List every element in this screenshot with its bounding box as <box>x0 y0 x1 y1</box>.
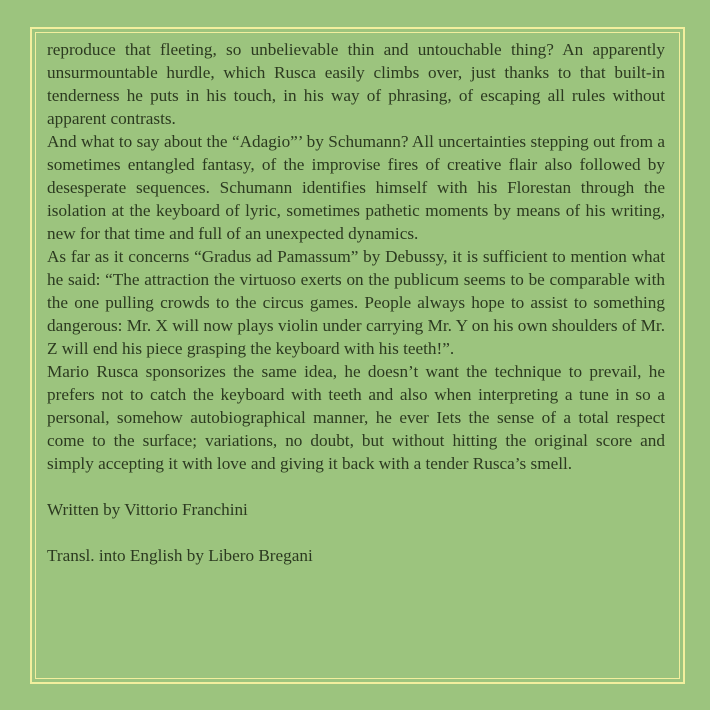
paragraph-4: Mario Rusca sponsorizes the same idea, he doesn’t want the technique to prevail, he prefers not to catch the keyboard with teeth and also when interpreting a tune in so a personal, somehow autobiographical manner, he ever Iets the sense of a total respect come to the surface; variations, no doubt, but without hitting the original score and simply accepting it with love and giving it back with a tender Rusca’s smell. <box>47 362 665 473</box>
author-credit: Written by Vittorio Franchini <box>47 500 248 519</box>
translator-credit: Transl. into English by Libero Bregani <box>47 546 313 565</box>
article-body <box>47 38 665 567</box>
paragraph-1: reproduce that fleeting, so unbelievable thin and untouchable thing? An apparently unsurmountable hurdle, which Rusca easily climbs over, just thanks to that built-in tenderness he puts in his touch, in his way of phrasing, of escaping all rules without apparent contrasts. <box>47 40 665 128</box>
paragraph-2: And what to say about the “Adagio”’ by Schumann? All uncertainties stepping out from a sometimes entangled fantasy, of the improvise fires of creative flair also followed by desesperate sequences. Schumann identifies himself with his Florestan through the isolation at the keyboard of lyric, sometimes pathetic moments by means of his writing, new for that time and full of an unexpected dynamics. <box>47 132 665 243</box>
paragraph-3: As far as it concerns “Gradus ad Pamassum” by Debussy, it is sufficient to mention what he said: “The attraction the virtuoso exerts on the publicum seems to be comparable with the one pulling crowds to the circus games. People always hope to assist to something dangerous: Mr. X will now plays violin under carrying Mr. Y on his own shoulders of Mr. Z will end his piece grasping the keyboard with his teeth!”. <box>47 247 665 358</box>
